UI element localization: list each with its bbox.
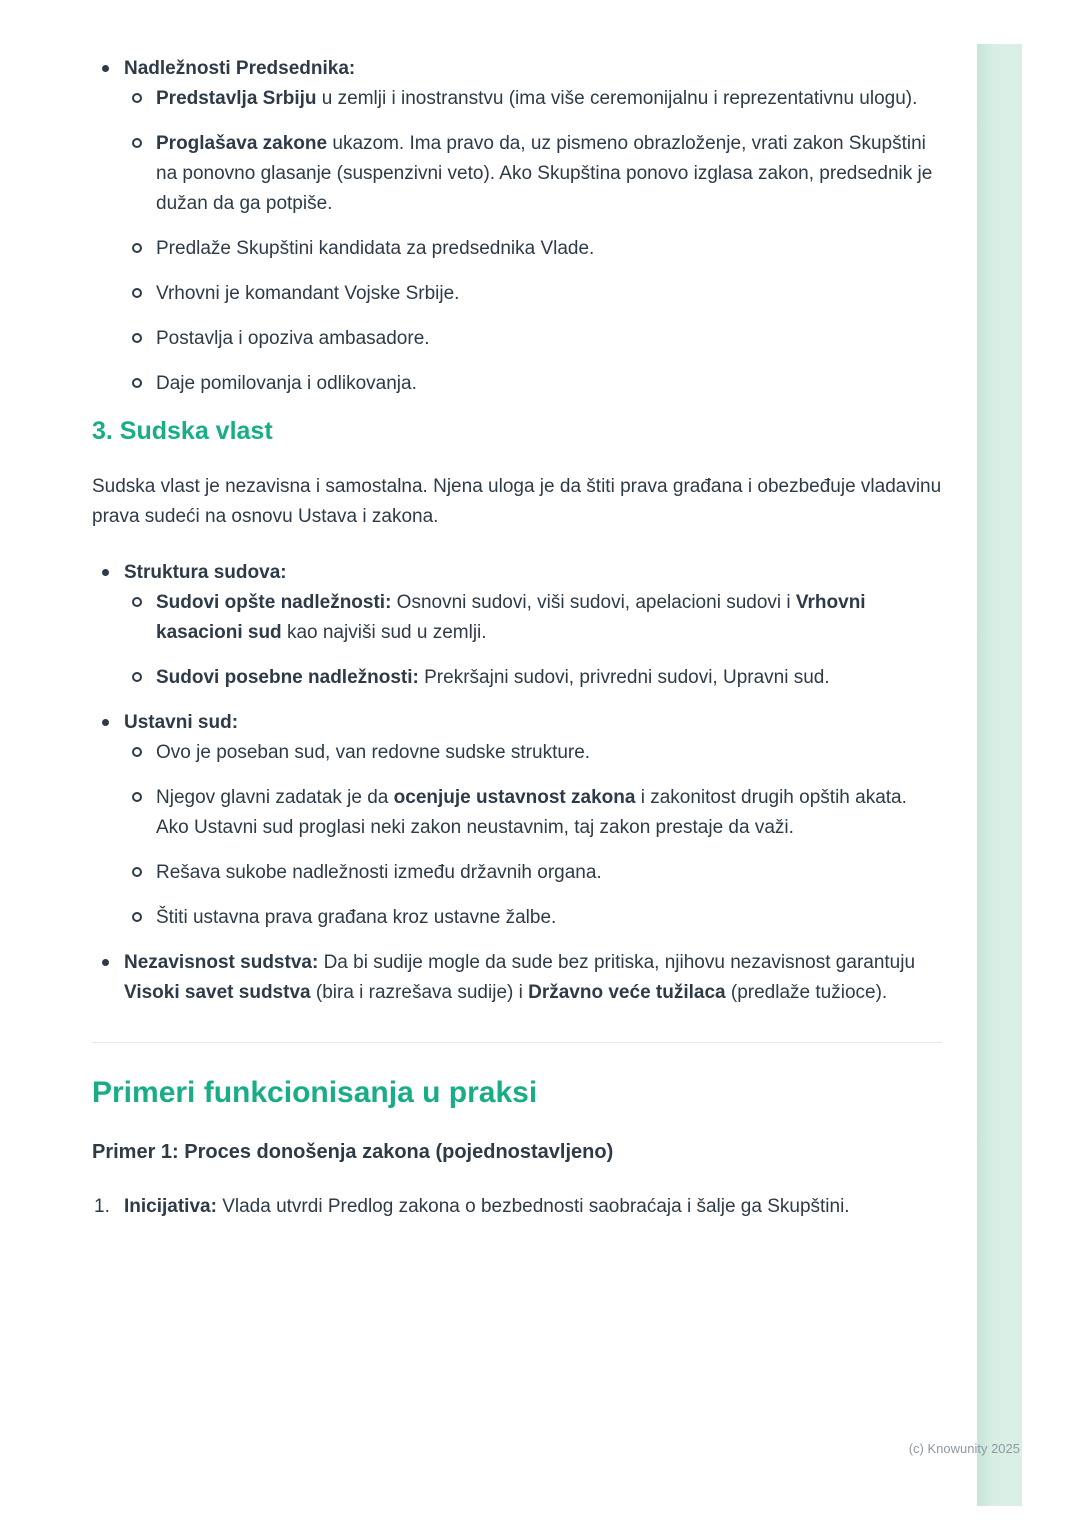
- list-item: Predlaže Skupštini kandidata za predsednika Vlade.: [156, 234, 942, 264]
- document-content: [92, 54, 942, 1237]
- list-item-ustavni-sud: [124, 708, 942, 933]
- step-text: Inicijativa: Vlada utvrdi Predlog zakona o bezbednosti saobraćaja i šalje ga Skupštini.: [124, 1195, 850, 1217]
- section-divider: [92, 1042, 942, 1043]
- copyright-notice: (c) Knowunity 2025: [908, 1441, 1020, 1456]
- page-heading-primeri: Primeri funkcionisanja u praksi: [92, 1075, 538, 1109]
- ustavni-sud-sublist: [124, 738, 942, 933]
- sub-heading-primer-1: Primer 1: Proces donošenja zakona (pojednostavljeno): [92, 1140, 614, 1163]
- list-item: Štiti ustavna prava građana kroz ustavne žalbe.: [156, 903, 942, 933]
- struktura-sudova-sublist: [124, 588, 942, 693]
- list-item-step-1: [94, 1192, 942, 1222]
- list-item: Predstavlja Srbiju u zemlji i inostranstvu (ima više ceremonijalnu i reprezentativnu ulogu).: [156, 84, 942, 114]
- sudska-vlast-intro-paragraph: Sudska vlast je nezavisna i samostalna. Njena uloga je da štiti prava građana i obezbeđuje vladavinu prava sudeći na osnovu Ustava i zakona.: [92, 475, 942, 527]
- list-item: Vrhovni je komandant Vojske Srbije.: [156, 279, 942, 309]
- list-item-title: Nadležnosti Predsednika:: [124, 58, 356, 79]
- primer-1-steps-list: [92, 1192, 942, 1222]
- list-item: Daje pomilovanja i odlikovanja.: [156, 369, 942, 399]
- list-item: Ovo je poseban sud, van redovne sudske strukture.: [156, 738, 942, 768]
- president-powers-list: [92, 54, 942, 399]
- section-heading-sudska-vlast: 3. Sudska vlast: [92, 417, 273, 446]
- list-item: Postavlja i opoziva ambasadore.: [156, 324, 942, 354]
- page-accent-stripe: [977, 44, 1022, 1506]
- list-item: Sudovi posebne nadležnosti: Prekršajni sudovi, privredni sudovi, Upravni sud.: [156, 663, 942, 693]
- list-item-title: Ustavni sud:: [124, 711, 239, 733]
- sudska-vlast-list: [92, 558, 942, 1008]
- list-item: Rešava sukobe nadležnosti između državnih organa.: [156, 858, 942, 888]
- list-item-struktura-sudova: [124, 558, 942, 693]
- list-item: Sudovi opšte nadležnosti: Osnovni sudovi, viši sudovi, apelacioni sudovi i Vrhovni kasacioni sud kao najviši sud u zemlji.: [156, 588, 942, 648]
- step-number: 1.: [94, 1195, 110, 1217]
- president-powers-sublist: [124, 84, 942, 399]
- list-item-president-powers: [124, 54, 942, 399]
- list-item: Proglašava zakone ukazom. Ima pravo da, uz pismeno obrazloženje, vrati zakon Skupštini na ponovno glasanje (suspenzivni veto). Ako Skupština ponovo izglasa zakon, predsednik je dužan da ga potpiše.: [156, 129, 942, 219]
- list-item-title: Struktura sudova:: [124, 561, 287, 583]
- list-item-nezavisnost-sudstva: Nezavisnost sudstva: Da bi sudije mogle da sude bez pritiska, njihovu nezavisnost garantuju Visoki savet sudstva (bira i razrešava sudije) i Državno veće tužilaca (predlaže tužioce).: [124, 948, 942, 1008]
- list-item: Njegov glavni zadatak je da ocenjuje ustavnost zakona i zakonitost drugih opštih akata. Ako Ustavni sud proglasi neki zakon neustavnim, taj zakon prestaje da važi.: [156, 783, 942, 843]
